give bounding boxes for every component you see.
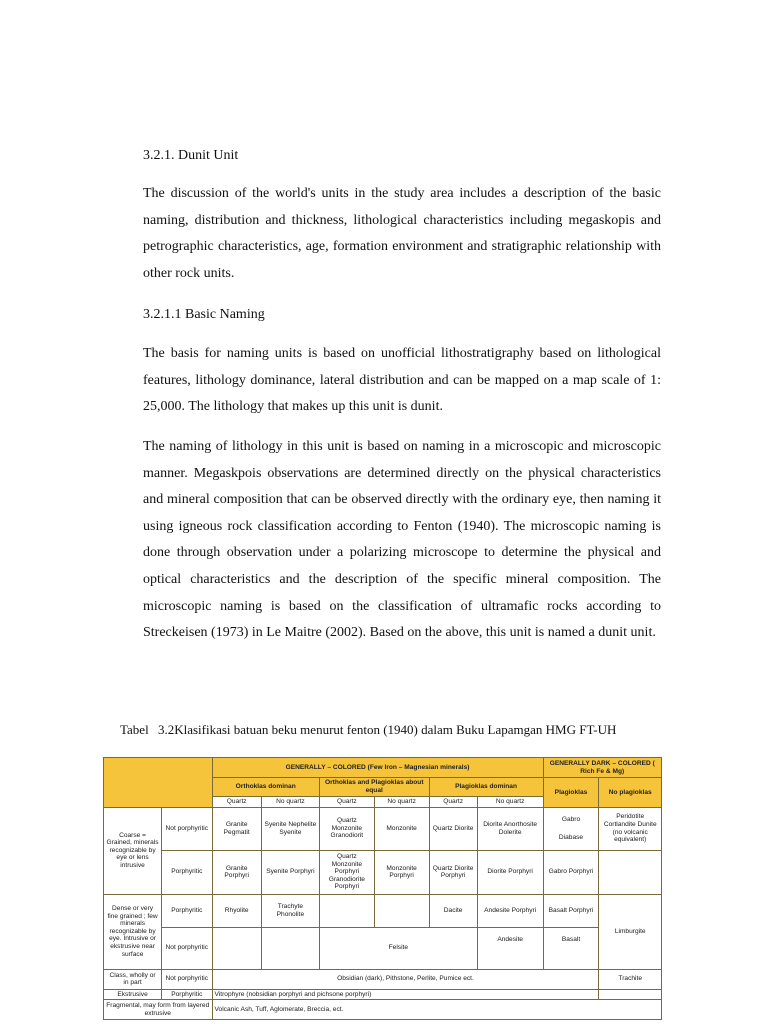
- header-no-quartz: No quartz: [477, 797, 543, 808]
- rock-cell: Volcanic Ash, Tuff, Aglomerate, Breccia, ect.: [212, 1000, 661, 1020]
- section-heading: 3.2.1. Dunit Unit: [143, 148, 239, 163]
- texture-cell: Not porphyritic: [162, 807, 212, 850]
- rock-cell: Dacite: [429, 894, 477, 927]
- rock-name: Gabro: [561, 816, 581, 823]
- rock-cell: Quartz Monzonite Porphyri Granodiorite Porphyri: [319, 850, 374, 894]
- rock-cell: Basalt Porphyri: [543, 894, 599, 927]
- header-no-quartz: No quartz: [374, 797, 429, 808]
- intro-paragraph: The discussion of the world's units in the study area includes a description of the basic naming, distribution and thickness, lithological characteristics including megaskopis and petrographic characteristics, age, formation environment and stratigraphic relationship with other rock units.: [143, 186, 661, 281]
- glassy-label: Class, wholly or in part: [104, 969, 162, 989]
- rock-cell: Diorite Porphyri: [477, 850, 543, 894]
- rock-cell: Trachite: [599, 969, 662, 989]
- header-no-plagioklas: No plagioklas: [599, 778, 662, 808]
- rock-cell: Limburgite: [599, 894, 662, 969]
- rock-cell: [543, 807, 599, 850]
- header-quartz: Quartz: [429, 797, 477, 808]
- rock-cell: Quartz Monzonite Granodiorit: [319, 807, 374, 850]
- empty-cell: [599, 850, 662, 894]
- caption-text: 3.2Klasifikasi batuan beku menurut fenton (1940) dalam Buku Lapamgan HMG FT-UH: [157, 722, 617, 737]
- rock-cell: Quartz Diorite Porphyri: [429, 850, 477, 894]
- texture-cell: Porphyritic: [162, 894, 212, 927]
- header-quartz: Quartz: [319, 797, 374, 808]
- naming-paragraph: The naming of lithology in this unit is based on naming in a microscopic and microscopic manner. Megaskpois observations are determined directly on the physical characteristics and mineral composition that can be observed directly with the ordinary eye, then naming it using igneous rock classification according to Fenton (1940). The microscopic naming is done through observation under a polarizing microscope to determine the physical and optical characteristics and the description of the specific mineral composition. The microscopic naming is based on the classification of ultramafic rocks according to Streckeisen (1973) in Le Maitre (2002). Based on the above, this unit is named a dunit unit.: [143, 439, 661, 641]
- header-plagioklas: Plagioklas: [543, 778, 599, 808]
- rock-cell: Granite Porphyri: [212, 850, 261, 894]
- rock-cell: Monzonite: [374, 807, 429, 850]
- header-plagioklas-dominan: Plagioklas dominan: [429, 778, 543, 797]
- fragmental-label: Fragmental, may form from layered extrusive: [104, 1000, 213, 1020]
- empty-cell: [212, 927, 261, 969]
- rock-cell: Monzonite Porphyri: [374, 850, 429, 894]
- rock-cell: Rhyolite: [212, 894, 261, 927]
- empty-cell: [319, 894, 374, 927]
- caption-label: Tabel: [120, 722, 149, 737]
- header-orthoklas: Orthoklas dominan: [212, 778, 319, 797]
- rock-cell: Diorite Anorthosite Dolerite: [477, 807, 543, 850]
- rock-cell: Andesite: [477, 927, 543, 969]
- rock-cell: Granite Pegmatit: [212, 807, 261, 850]
- rock-cell: Trachyte Phonolite: [261, 894, 319, 927]
- rock-cell: Basalt: [543, 927, 599, 969]
- rock-cell: Felsite: [319, 927, 477, 969]
- rock-cell: Obsidian (dark), Pithstone, Perlite, Pumice ect.: [212, 969, 599, 989]
- texture-cell: Not porphyritic: [162, 969, 212, 989]
- texture-cell: Porphyritic: [162, 989, 212, 1000]
- header-ortho-plagio: Orthoklas and Plagioklas about equal: [319, 778, 429, 797]
- subsection-heading: 3.2.1.1 Basic Naming: [143, 307, 265, 322]
- rock-cell: Syenite Nephelite Syenite: [261, 807, 319, 850]
- basis-paragraph: The basis for naming units is based on unofficial lithostratigraphy based on lithological features, lithology dominance, lateral distribution and can be mapped on a map scale of 1: 25,000. The lithology that makes up this unit is dunit.: [143, 346, 661, 415]
- header-no-quartz: No quartz: [261, 797, 319, 808]
- header-light-colored: GENERALLY – COLORED (Few Iron – Magnesian minerals): [212, 758, 543, 778]
- header-quartz: Quartz: [212, 797, 261, 808]
- rock-cell: Syenite Porphyri: [261, 850, 319, 894]
- header-dark-colored: GENERALLY DARK – COLORED ( Rich Fe & Mg): [543, 758, 661, 778]
- empty-cell: [374, 894, 429, 927]
- rock-cell: Gabro Porphyri: [543, 850, 599, 894]
- table-caption: [120, 722, 622, 738]
- header-corner: [104, 758, 213, 808]
- empty-cell: [599, 989, 662, 1000]
- texture-cell: Not porphyritic: [162, 927, 212, 969]
- fenton-classification-table: [103, 757, 662, 1020]
- rock-cell: Andesite Porphyri: [477, 894, 543, 927]
- texture-cell: Porphyritic: [162, 850, 212, 894]
- dense-grained-label: Dense or very fine grained ; few minerals recognizable by eye. Intrusive or ekstrusive near surface: [104, 894, 162, 969]
- rock-name: Diabase: [558, 833, 584, 841]
- rock-cell: Vitrophyre (nobsidian porphyri and pichsone porphyri): [212, 989, 599, 1000]
- empty-cell: [261, 927, 319, 969]
- coarse-grained-label: Coarse = Grained, minerals recognizable by eye or lens intrusive: [104, 807, 162, 894]
- rock-cell: Quartz Diorite: [429, 807, 477, 850]
- ekstrusive-label: Ekstrusive: [104, 989, 162, 1000]
- rock-cell: Peridotite Cortlandite Dunite (no volcanic equivalent): [599, 807, 662, 850]
